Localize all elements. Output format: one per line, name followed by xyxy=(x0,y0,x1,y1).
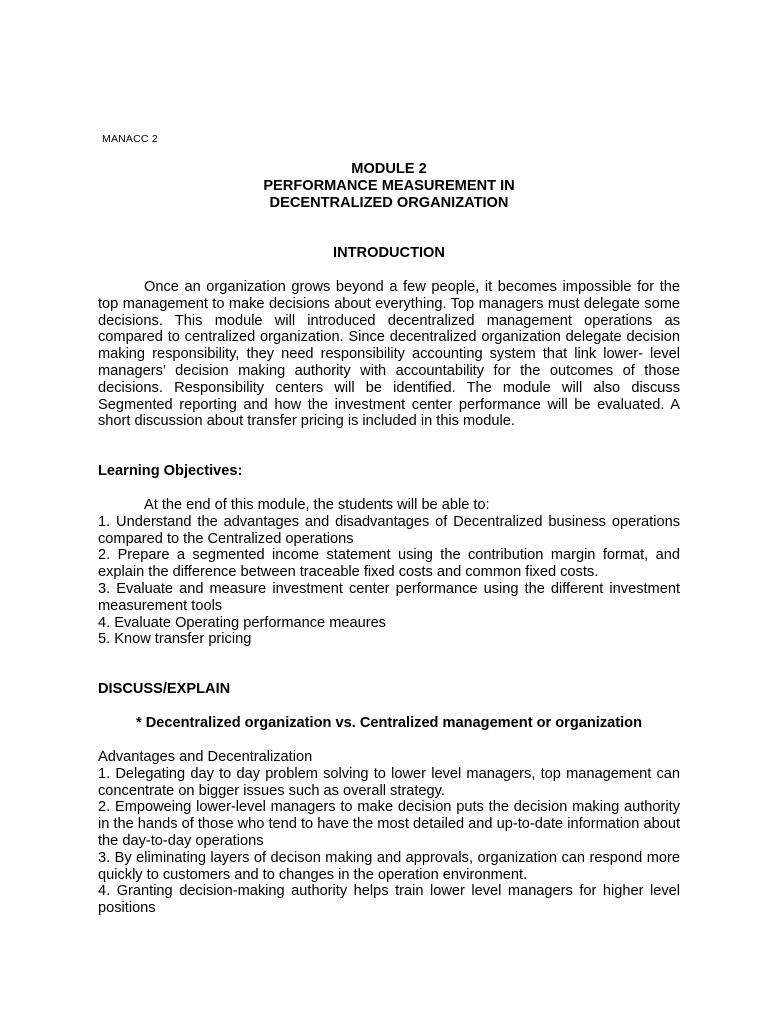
course-code: MANACC 2 xyxy=(102,133,158,145)
module-title: MODULE 2 xyxy=(351,161,427,177)
objective-item: 3. Evaluate and measure investment center performance using the different investment measurement tools xyxy=(98,580,680,614)
objective-item: 4. Evaluate Operating performance meaures xyxy=(98,614,386,631)
title-line-2: DECENTRALIZED ORGANIZATION xyxy=(269,195,509,211)
title-line-1: PERFORMANCE MEASUREMENT IN xyxy=(263,178,515,194)
advantages-lead: Advantages and Decentralization xyxy=(98,749,313,765)
discuss-heading: DISCUSS/EXPLAIN xyxy=(98,681,231,697)
objective-item: 1. Understand the advantages and disadvantages of Decentralized business operations compared to the Centralized operations xyxy=(98,513,680,547)
advantages-list xyxy=(98,749,680,917)
advantage-item: 1. Delegating day to day problem solving to lower level managers, top management can concentrate on bigger issues such as overall strategy. xyxy=(98,765,680,799)
discuss-subheading: * Decentralized organization vs. Centralized management or organization xyxy=(135,715,643,731)
objectives-lead: At the end of this module, the students will be able to: xyxy=(144,497,490,513)
objectives-list xyxy=(98,497,680,648)
objective-item: 5. Know transfer pricing xyxy=(98,631,252,648)
advantage-item: 4. Granting decision-making authority helps train lower level managers for higher level positions xyxy=(98,883,680,917)
document-title xyxy=(98,161,680,212)
advantage-item: 2. Empoweing lower-level managers to make decision puts the decision making authority in the hands of those who tend to have the most detailed and up-to-date information about the day-to-day operations xyxy=(98,799,680,849)
objective-item: 2. Prepare a segmented income statement using the contribution margin format, and explain the difference between traceable fixed costs and common fixed costs. xyxy=(98,547,680,581)
introduction-paragraph: Once an organization grows beyond a few people, it becomes impossible for the top management to make decisions about everything. Top managers must delegate some decisions. This module will introduced decentralized management operations as compared to centralized organization. Since decentralized organization delegate decision making responsibility, they need responsibility accounting system that link lower- level managers’ decision making authority with accountability for the outcomes of those decisions. Responsibility centers will be identified. The module will also discuss Segmented reporting and how the investment center performance will be evaluated. A short discussion about transfer pricing is included in this module. xyxy=(98,279,680,430)
objectives-heading: Learning Objectives: xyxy=(98,463,243,479)
introduction-heading: INTRODUCTION xyxy=(333,245,445,261)
introduction-section xyxy=(98,279,680,430)
advantage-item: 3. By eliminating layers of decison making and approvals, organization can respond more quickly to customers and to changes in the operation environment. xyxy=(98,849,680,883)
